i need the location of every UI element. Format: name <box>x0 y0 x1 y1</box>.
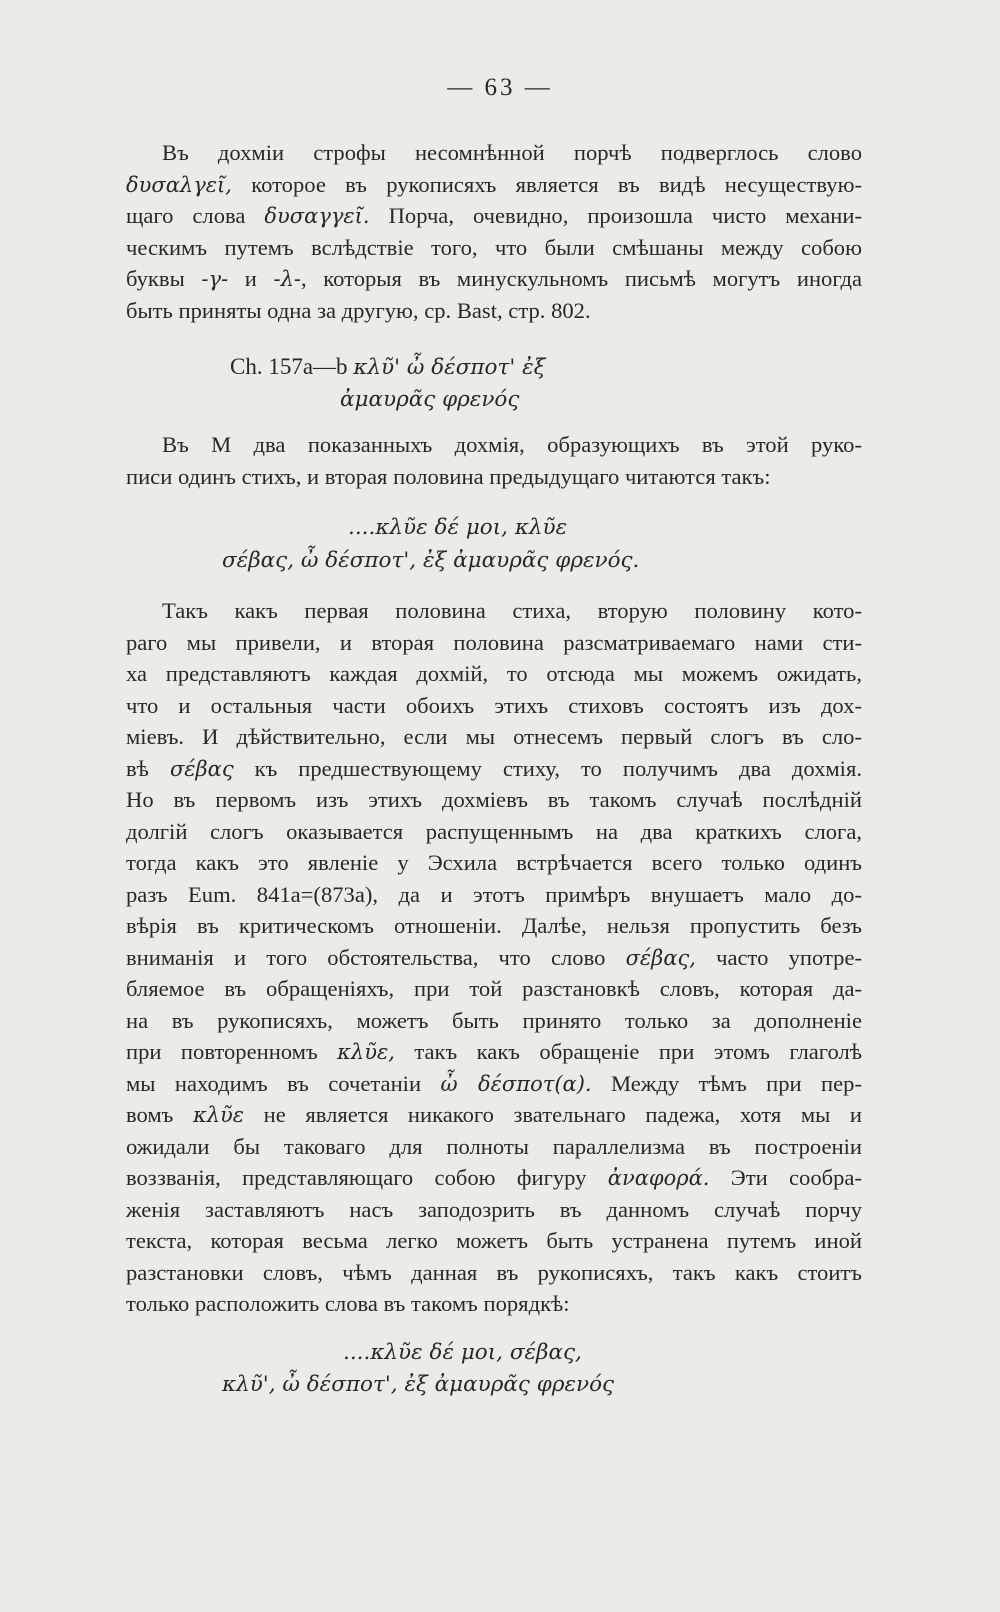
text-line <box>126 1036 862 1068</box>
text-segment: вѣ <box>126 755 170 781</box>
text-segment: , которыя въ минускульномъ письмѣ могутъ иногда <box>301 266 863 291</box>
text-segment: текста, которая весьма легко можетъ быть устранена путемъ иной <box>126 1228 862 1253</box>
text-line <box>126 879 862 911</box>
paragraph-3 <box>126 595 862 1320</box>
text-segment: при повторенномъ <box>126 1039 338 1064</box>
text-segment: Но въ первомъ изъ этихъ дохміевъ въ такомъ случаѣ послѣдній <box>126 787 862 812</box>
text-segment: щаго слова <box>126 203 265 228</box>
text-segment: ожидали бы таковаго для полноты параллелизма въ построеніи <box>126 1133 862 1159</box>
text-segment: вомъ <box>126 1102 193 1127</box>
greek-word: -λ- <box>273 267 302 291</box>
text-segment: разстановки словъ, чѣмъ данная въ рукописяхъ, такъ какъ стоитъ <box>126 1259 862 1285</box>
text-line <box>126 429 862 461</box>
text-line <box>126 1099 862 1131</box>
text-segment: только расположить слова въ такомъ порядкѣ: <box>126 1291 570 1316</box>
text-line <box>126 263 862 295</box>
text-line <box>126 595 862 627</box>
text-segment: воззванія, представляющаго собою фигуру <box>126 1165 608 1190</box>
text-segment: Въ M два показанныхъ дохмія, образующихъ въ этой руко- <box>162 432 862 457</box>
text-line <box>126 1131 862 1163</box>
passage-greek-line-1: κλῦ' ὦ δέσποτ' ἐξ <box>353 355 546 380</box>
passage-greek-line-2: ἀμαυρᾶς φρενός <box>340 387 520 412</box>
text-line <box>126 1068 862 1100</box>
greek-word: σέβας, <box>625 945 696 970</box>
text-line <box>126 1194 862 1226</box>
greek-word: κλῦε <box>192 1103 245 1127</box>
greek-word: δυσαλγεῖ, <box>126 172 232 197</box>
greek-word: κλῦε, <box>337 1040 395 1064</box>
text-line <box>126 753 862 785</box>
text-segment: долгій слогъ оказывается распущеннымъ на два краткихъ слога, <box>126 818 862 844</box>
text-line <box>126 1257 862 1289</box>
text-line <box>126 200 862 232</box>
text-segment: которое въ рукописяхъ является въ видѣ несуществую- <box>231 171 862 197</box>
greek-quote-1-line-1: ....κλῦε δέ μοι, κλῦε <box>348 515 568 540</box>
passage-heading <box>230 354 545 380</box>
greek-word: ἀναφορά. <box>607 1166 710 1190</box>
text-segment: на въ рукописяхъ, можетъ быть принято только за дополненіе <box>126 1007 862 1033</box>
text-line <box>126 910 862 942</box>
text-line <box>126 627 862 659</box>
text-segment: часто употре- <box>695 944 862 970</box>
paragraph-2 <box>126 429 862 492</box>
text-segment: Порча, очевидно, произошла чисто механи- <box>369 203 862 228</box>
text-segment: бляемое въ обращеніяхъ, при той разстановкѣ словъ, которая да- <box>126 976 862 1001</box>
text-segment: писи одинъ стихъ, и вторая половина предыдущаго читаются такъ: <box>126 463 771 489</box>
greek-quote-2-line-2: κλῦ', ὦ δέσποτ', ἐξ ἀμαυρᾶς φρενός <box>222 1372 615 1397</box>
text-line <box>126 816 862 848</box>
text-segment: ческимъ путемъ вслѣдствіе того, что были смѣшаны между собою <box>126 234 862 260</box>
greek-word: δυσαγγεῖ. <box>264 204 370 228</box>
text-segment: Эти сообра- <box>709 1165 862 1190</box>
text-segment: не является никакого звательнаго падежа, хотя мы и <box>244 1102 862 1127</box>
text-line <box>126 461 862 493</box>
text-line <box>126 1162 862 1194</box>
text-segment: раго мы привели, и вторая половина разсматриваемаго нами сти- <box>126 629 862 655</box>
text-segment: такъ какъ обращеніе при этомъ глаголѣ <box>394 1039 862 1064</box>
text-line <box>126 169 862 201</box>
text-segment: къ предшествующему стиху, то получимъ два дохмія. <box>233 755 862 781</box>
text-segment: вниманія и того обстоятельства, что слово <box>126 944 626 970</box>
text-segment: вѣрія въ критическомъ отношеніи. Далѣе, нельзя пропустить безъ <box>126 913 862 938</box>
text-segment: и <box>228 266 274 291</box>
greek-quote-2-line-1: ....κλῦε δέ μοι, σέβας, <box>343 1340 582 1365</box>
text-line <box>126 232 862 264</box>
greek-word: σέβας <box>169 756 234 781</box>
text-line <box>126 1225 862 1257</box>
passage-heading-line-2 <box>340 386 519 412</box>
text-segment: Въ дохміи строфы несомнѣнной порчѣ подверглось слово <box>162 140 862 165</box>
text-segment: что и остальныя части обоихъ этихъ стиховъ состоятъ изъ дох- <box>126 692 862 718</box>
text-line <box>126 690 862 722</box>
text-line <box>126 942 862 974</box>
text-line <box>126 1288 862 1320</box>
text-segment: мы находимъ въ сочетаніи <box>126 1070 441 1096</box>
text-segment: быть приняты одна за другую, ср. Bast, стр. 802. <box>126 297 591 323</box>
text-line <box>126 784 862 816</box>
paragraph-1 <box>126 137 862 326</box>
text-segment: буквы <box>126 266 202 291</box>
text-segment: женія заставляютъ насъ заподозрить въ данномъ случаѣ порчу <box>126 1196 862 1222</box>
text-segment: Такъ какъ первая половина стиха, вторую половину кото- <box>162 598 862 623</box>
greek-word: -γ- <box>201 267 229 291</box>
text-segment: ха представляютъ каждая дохмій, то отсюда мы можемъ ожидать, <box>126 661 862 686</box>
text-line <box>126 137 862 169</box>
text-segment: міевъ. И дѣйствительно, если мы отнесемъ первый слогъ въ сло- <box>126 724 862 749</box>
text-line <box>126 973 862 1005</box>
text-line <box>126 295 862 327</box>
passage-reference: Ch. 157a—b <box>230 354 354 379</box>
text-line <box>126 721 862 753</box>
greek-word: ὦ δέσποτ(α). <box>440 1071 592 1096</box>
text-segment: Между тѣмъ при пер- <box>591 1070 862 1096</box>
text-line <box>126 658 862 690</box>
greek-quote-1-line-2: σέβας, ὦ δέσποτ', ἐξ ἀμαυρᾶς φρενός. <box>222 548 640 573</box>
page-number: — 63 — <box>447 74 553 101</box>
text-segment: разъ Eum. 841a=(873a), да и этотъ примѣръ внушаетъ мало до- <box>126 881 862 907</box>
text-line <box>126 847 862 879</box>
text-line <box>126 1005 862 1037</box>
text-segment: тогда какъ это явленіе у Эсхила встрѣчается всего только одинъ <box>126 850 862 875</box>
